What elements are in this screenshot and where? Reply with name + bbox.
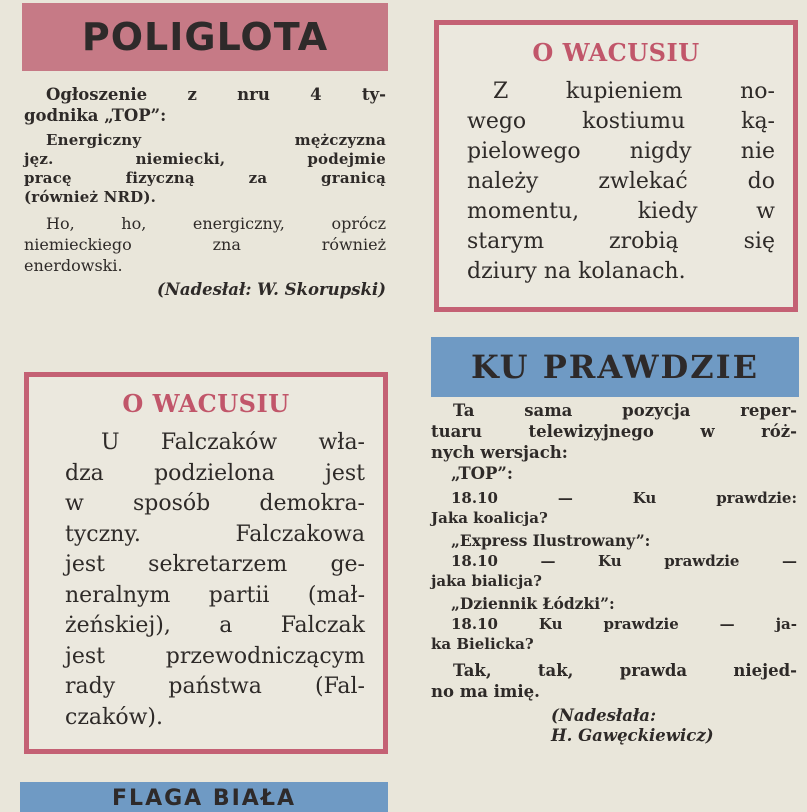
- ku-prawdzie-signature: (Nadesłała: H. Gawęckiewicz): [551, 706, 714, 745]
- poliglota-article: [24, 84, 386, 299]
- poliglota-signature: (Nadesłał: W. Skorupski): [157, 280, 386, 299]
- ku-prawdzie-intro: Ta sama pozycja reper- tuaru telewizyjnego w róż- nych wersjach:: [431, 401, 797, 462]
- version-top: „TOP”: 18.10 — Ku prawdzie: Jaka koalicja?: [431, 464, 797, 527]
- ku-prawdzie-title: KU PRAWDZIE: [470, 348, 759, 386]
- ku-prawdzie-header: [431, 337, 799, 397]
- wacusiu-right-title: O WACUSIU: [532, 38, 700, 67]
- wacusiu-left-body: U Falczaków wła- dza podzielona jest w sposób demokra- tyczny. Falczakowa jest sekretarzem ge- neralnym partii (mał- żeńskiej), a Falczak jest przewodniczącym rady państwa (Fal- czaków).: [65, 430, 365, 730]
- poliglota-title: POLIGLOTA: [81, 15, 329, 59]
- flaga-biala-header: [20, 782, 388, 812]
- ku-prawdzie-comment: Tak, tak, prawda niejed- no ma imię.: [431, 661, 797, 701]
- ku-prawdzie-article: [431, 400, 797, 746]
- version-express: „Express Ilustrowany”: 18.10 — Ku prawdzie — jaka bialicja?: [431, 531, 797, 590]
- poliglota-comment: Ho, ho, energiczny, oprócz niemieckiego zna również enerdowski.: [24, 214, 386, 275]
- wacusiu-right-box: [434, 20, 798, 312]
- wacusiu-right-body: Z kupieniem no- wego kostiumu ką- pielowego nigdy nie należy zwlekać do momentu, kiedy w starym zrobią się dziury na kolanach.: [467, 79, 775, 284]
- version-dziennik: „Dziennik Łódzki”: 18.10 Ku prawdzie — ja- ka Bielicka?: [431, 594, 797, 653]
- poliglota-intro: Ogłoszenie z nru 4 ty- godnika „TOP”:: [24, 85, 386, 125]
- wacusiu-left-box: [24, 372, 388, 754]
- poliglota-header: [22, 3, 388, 71]
- wacusiu-left-title: O WACUSIU: [122, 389, 290, 418]
- poliglota-ad: Energiczny mężczyzna jęz. niemiecki, podejmie pracę fizyczną za granicą (również NRD).: [24, 131, 386, 206]
- flaga-biala-title: FLAGA BIAŁA: [112, 786, 296, 811]
